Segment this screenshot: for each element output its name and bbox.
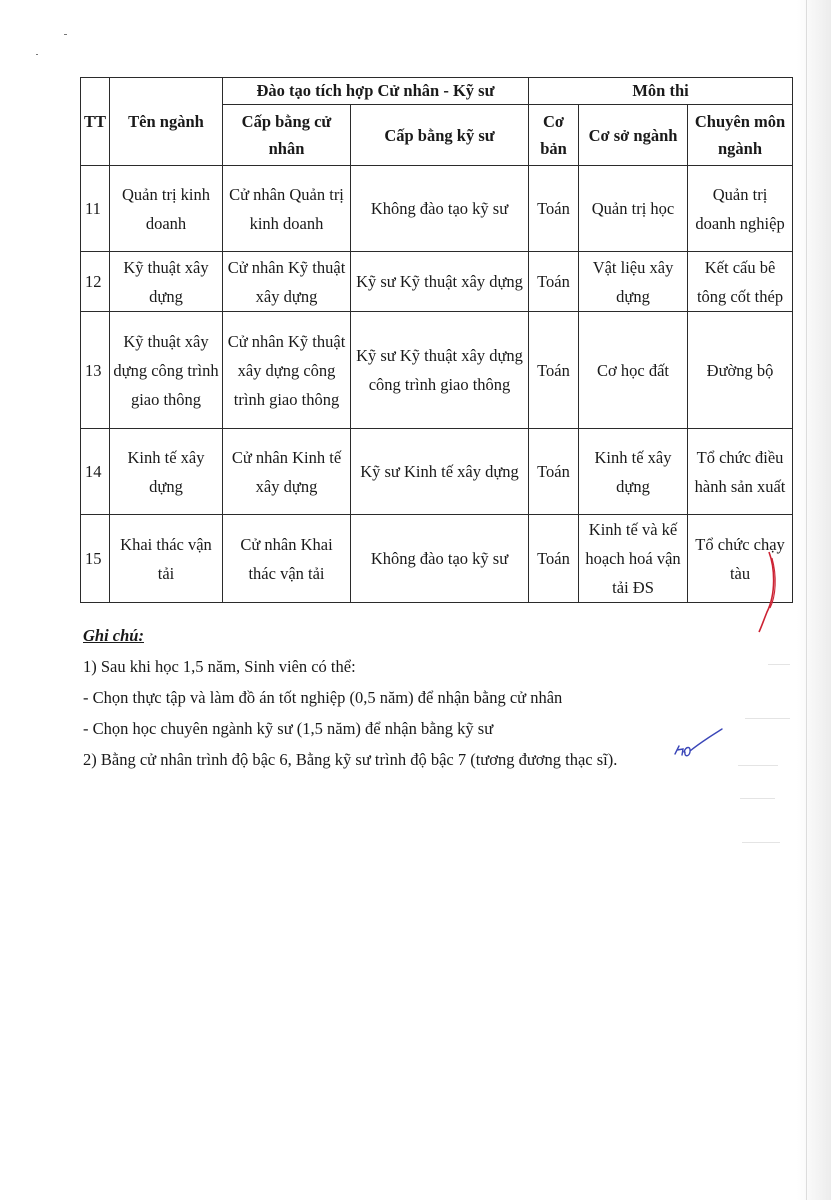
scan-speck bbox=[36, 54, 38, 55]
table-row bbox=[81, 515, 793, 603]
cell-ten-nganh: Kỹ thuật xây dựng bbox=[110, 252, 223, 312]
cell-tt: 13 bbox=[81, 312, 110, 429]
header-co-ban: Cơ bản bbox=[529, 105, 579, 166]
notes-title: Ghi chú: bbox=[83, 626, 144, 645]
header-chuyen-mon-nganh: Chuyên môn ngành bbox=[688, 105, 793, 166]
cell-co-ban: Toán bbox=[529, 166, 579, 252]
majors-table bbox=[80, 77, 793, 603]
cell-chuyen-mon: Tổ chức chạy tàu bbox=[688, 515, 793, 603]
cell-cu-nhan: Cử nhân Kỹ thuật xây dựng công trình giao thông bbox=[223, 312, 351, 429]
cell-ky-su: Kỹ sư Kỹ thuật xây dựng bbox=[351, 252, 529, 312]
cell-co-ban: Toán bbox=[529, 252, 579, 312]
cell-co-ban: Toán bbox=[529, 515, 579, 603]
cell-chuyen-mon: Kết cấu bê tông cốt thép bbox=[688, 252, 793, 312]
cell-tt: 12 bbox=[81, 252, 110, 312]
cell-cu-nhan: Cử nhân Khai thác vận tải bbox=[223, 515, 351, 603]
cell-chuyen-mon: Tổ chức điều hành sản xuất bbox=[688, 429, 793, 515]
note-line: 1) Sau khi học 1,5 năm, Sinh viên có thể: bbox=[83, 657, 356, 676]
header-cap-bang-ky-su: Cấp bằng kỹ sư bbox=[351, 105, 529, 166]
cell-ky-su: Kỹ sư Kỹ thuật xây dựng công trình giao thông bbox=[351, 312, 529, 429]
header-co-so-nganh: Cơ sở ngành bbox=[579, 105, 688, 166]
cell-ten-nganh: Kinh tế xây dựng bbox=[110, 429, 223, 515]
cell-ten-nganh: Quản trị kinh doanh bbox=[110, 166, 223, 252]
cell-co-so: Kinh tế và kế hoạch hoá vận tải ĐS bbox=[579, 515, 688, 603]
cell-co-so: Cơ học đất bbox=[579, 312, 688, 429]
cell-cu-nhan: Cử nhân Quản trị kinh doanh bbox=[223, 166, 351, 252]
initials-signature bbox=[672, 728, 724, 768]
cell-chuyen-mon: Đường bộ bbox=[688, 312, 793, 429]
cell-co-so: Quản trị học bbox=[579, 166, 688, 252]
bleed-through-mark bbox=[745, 718, 790, 719]
scan-page-edge-line bbox=[806, 0, 807, 1200]
scan-page-edge bbox=[797, 0, 831, 1200]
red-margin-mark bbox=[755, 550, 781, 634]
cell-tt: 11 bbox=[81, 166, 110, 252]
header-dao-tao-group: Đào tạo tích hợp Cử nhân - Kỹ sư bbox=[223, 78, 529, 105]
cell-ky-su: Kỹ sư Kinh tế xây dựng bbox=[351, 429, 529, 515]
table-row bbox=[81, 166, 793, 252]
bleed-through-mark bbox=[738, 765, 778, 766]
header-mon-thi-group: Môn thi bbox=[529, 78, 793, 105]
table-header-row bbox=[81, 78, 793, 105]
notes-section bbox=[83, 620, 743, 775]
bleed-through-mark bbox=[742, 842, 780, 843]
cell-co-ban: Toán bbox=[529, 429, 579, 515]
cell-chuyen-mon: Quản trị doanh nghiệp bbox=[688, 166, 793, 252]
note-line: - Chọn thực tập và làm đồ án tốt nghiệp (0,5 năm) để nhận bằng cử nhân bbox=[83, 688, 563, 707]
header-tt: TT bbox=[81, 78, 110, 166]
bleed-through-mark bbox=[740, 798, 775, 799]
cell-ten-nganh: Khai thác vận tải bbox=[110, 515, 223, 603]
cell-tt: 14 bbox=[81, 429, 110, 515]
header-ten-nganh: Tên ngành bbox=[110, 78, 223, 166]
cell-co-so: Kinh tế xây dựng bbox=[579, 429, 688, 515]
cell-ky-su: Không đào tạo kỹ sư bbox=[351, 166, 529, 252]
note-line: 2) Bằng cử nhân trình độ bậc 6, Bằng kỹ sư trình độ bậc 7 (tương đương thạc sĩ). bbox=[83, 750, 618, 769]
table-row bbox=[81, 252, 793, 312]
cell-cu-nhan: Cử nhân Kinh tế xây dựng bbox=[223, 429, 351, 515]
cell-co-so: Vật liệu xây dựng bbox=[579, 252, 688, 312]
cell-cu-nhan: Cử nhân Kỹ thuật xây dựng bbox=[223, 252, 351, 312]
cell-ten-nganh: Kỹ thuật xây dựng công trình giao thông bbox=[110, 312, 223, 429]
table-row bbox=[81, 312, 793, 429]
table-row bbox=[81, 429, 793, 515]
scan-speck bbox=[64, 34, 67, 35]
header-cap-bang-cu-nhan: Cấp bằng cử nhân bbox=[223, 105, 351, 166]
cell-ky-su: Không đào tạo kỹ sư bbox=[351, 515, 529, 603]
bleed-through-mark bbox=[768, 664, 790, 665]
cell-co-ban: Toán bbox=[529, 312, 579, 429]
note-line: - Chọn học chuyên ngành kỹ sư (1,5 năm) để nhận bằng kỹ sư bbox=[83, 719, 494, 738]
cell-tt: 15 bbox=[81, 515, 110, 603]
